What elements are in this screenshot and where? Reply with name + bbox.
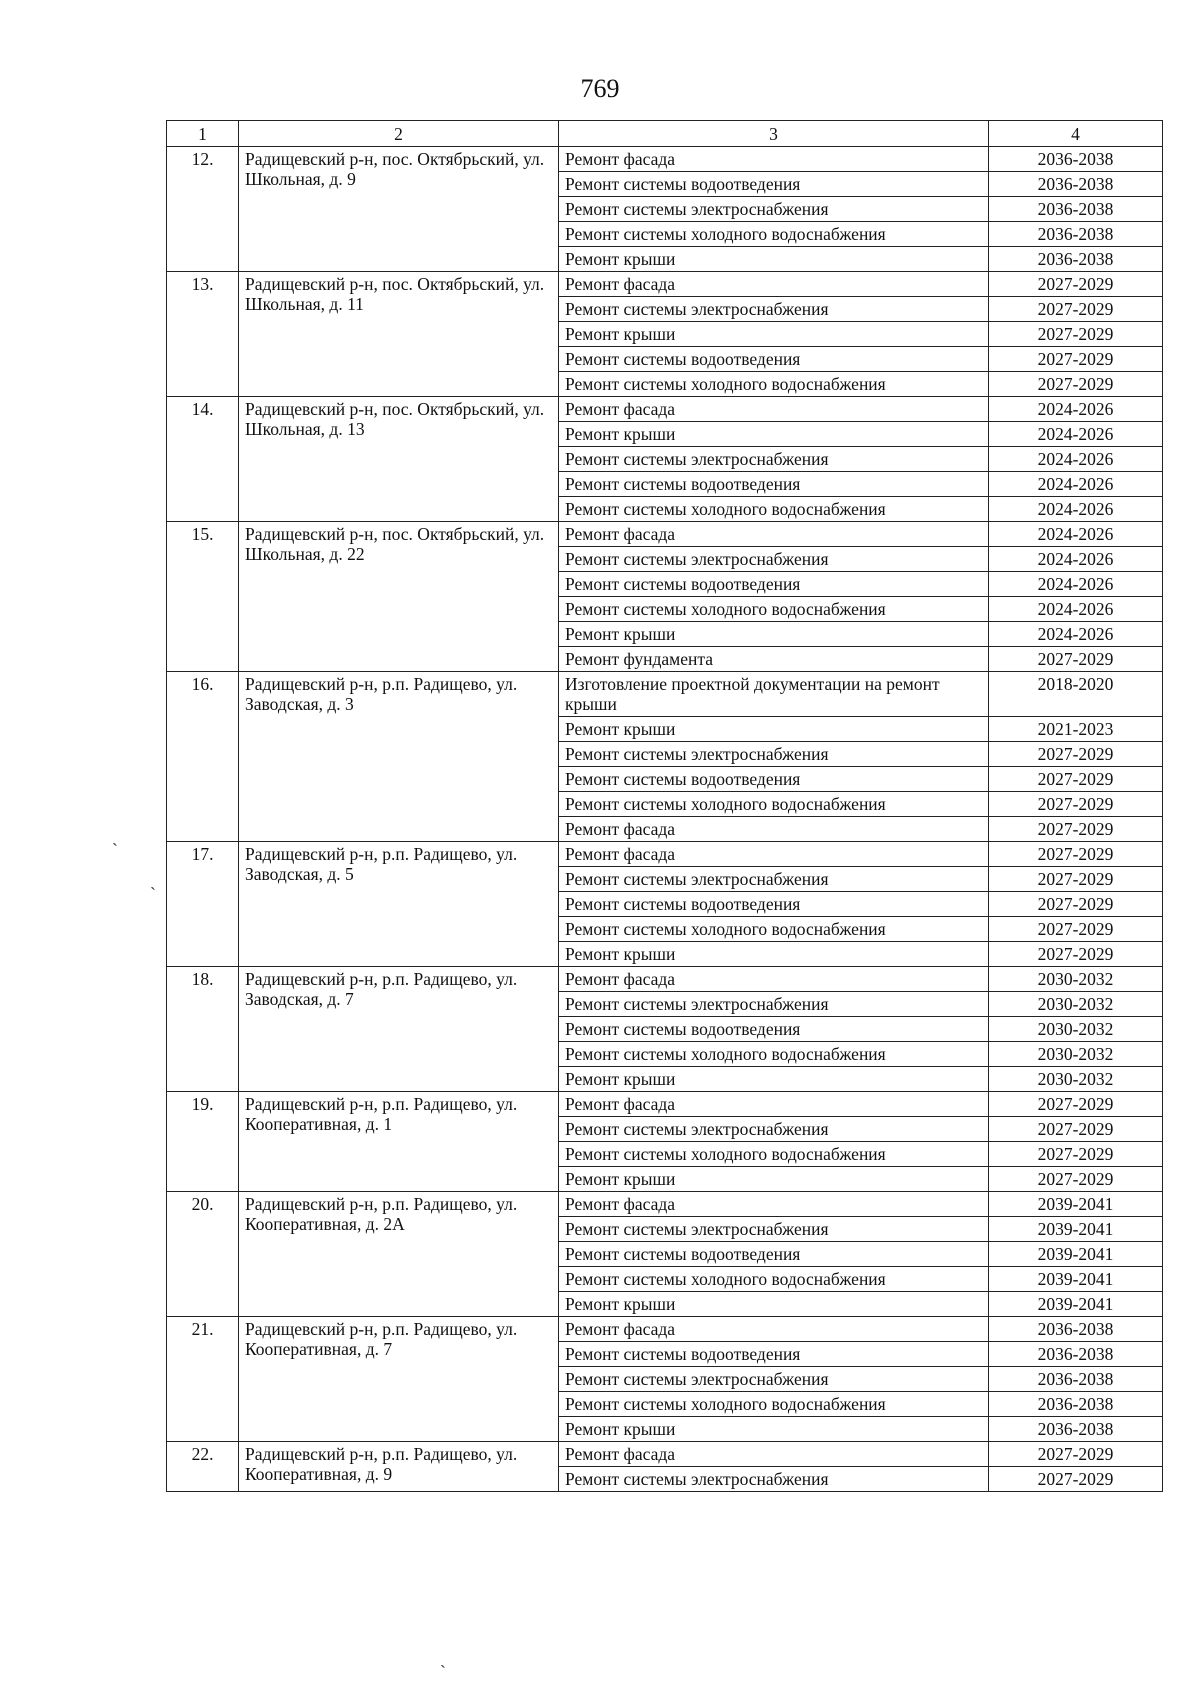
work-type: Ремонт крыши bbox=[559, 322, 989, 347]
table-header bbox=[167, 121, 1163, 147]
table-row bbox=[167, 672, 1163, 717]
work-years: 2036-2038 bbox=[989, 147, 1163, 172]
work-years: 2036-2038 bbox=[989, 197, 1163, 222]
work-years: 2024-2026 bbox=[989, 397, 1163, 422]
work-years: 2024-2026 bbox=[989, 597, 1163, 622]
table-row bbox=[167, 842, 1163, 867]
work-years: 2036-2038 bbox=[989, 172, 1163, 197]
work-years: 2036-2038 bbox=[989, 222, 1163, 247]
work-type: Ремонт фундамента bbox=[559, 647, 989, 672]
work-years: 2039-2041 bbox=[989, 1217, 1163, 1242]
work-type: Ремонт фасада bbox=[559, 522, 989, 547]
table-row bbox=[167, 397, 1163, 422]
work-type: Ремонт крыши bbox=[559, 717, 989, 742]
entry-address: Радищевский р-н, р.п. Радищево, ул. Заводская, д. 3 bbox=[239, 672, 559, 842]
entry-number: 15. bbox=[167, 522, 239, 672]
work-years: 2030-2032 bbox=[989, 992, 1163, 1017]
entry-address: Радищевский р-н, пос. Октябрьский, ул. Школьная, д. 13 bbox=[239, 397, 559, 522]
work-years: 2036-2038 bbox=[989, 247, 1163, 272]
work-years: 2027-2029 bbox=[989, 792, 1163, 817]
work-years: 2027-2029 bbox=[989, 347, 1163, 372]
work-type: Ремонт системы электроснабжения bbox=[559, 547, 989, 572]
work-years: 2027-2029 bbox=[989, 1467, 1163, 1492]
work-type: Изготовление проектной документации на ремонт крыши bbox=[559, 672, 989, 717]
work-type: Ремонт фасада bbox=[559, 272, 989, 297]
work-type: Ремонт системы электроснабжения bbox=[559, 1367, 989, 1392]
work-type: Ремонт системы холодного водоснабжения bbox=[559, 917, 989, 942]
work-years: 2027-2029 bbox=[989, 767, 1163, 792]
work-type: Ремонт крыши bbox=[559, 247, 989, 272]
entry-number: 22. bbox=[167, 1442, 239, 1492]
work-type: Ремонт системы водоотведения bbox=[559, 572, 989, 597]
work-type: Ремонт системы электроснабжения bbox=[559, 197, 989, 222]
work-type: Ремонт системы электроснабжения bbox=[559, 447, 989, 472]
table-body bbox=[167, 147, 1163, 1492]
column-header: 2 bbox=[239, 121, 559, 147]
column-header: 1 bbox=[167, 121, 239, 147]
work-years: 2036-2038 bbox=[989, 1367, 1163, 1392]
work-type: Ремонт системы водоотведения bbox=[559, 472, 989, 497]
work-years: 2036-2038 bbox=[989, 1392, 1163, 1417]
work-type: Ремонт фасада bbox=[559, 967, 989, 992]
work-years: 2024-2026 bbox=[989, 522, 1163, 547]
work-years: 2030-2032 bbox=[989, 967, 1163, 992]
work-type: Ремонт системы холодного водоснабжения bbox=[559, 222, 989, 247]
work-years: 2027-2029 bbox=[989, 1142, 1163, 1167]
work-type: Ремонт крыши bbox=[559, 1417, 989, 1442]
entry-number: 21. bbox=[167, 1317, 239, 1442]
column-header: 3 bbox=[559, 121, 989, 147]
work-years: 2027-2029 bbox=[989, 647, 1163, 672]
work-type: Ремонт системы водоотведения bbox=[559, 172, 989, 197]
work-years: 2024-2026 bbox=[989, 497, 1163, 522]
work-type: Ремонт крыши bbox=[559, 622, 989, 647]
work-type: Ремонт фасада bbox=[559, 397, 989, 422]
column-header: 4 bbox=[989, 121, 1163, 147]
work-years: 2036-2038 bbox=[989, 1417, 1163, 1442]
work-years: 2027-2029 bbox=[989, 1117, 1163, 1142]
work-type: Ремонт фасада bbox=[559, 1092, 989, 1117]
entry-number: 14. bbox=[167, 397, 239, 522]
work-type: Ремонт крыши bbox=[559, 1067, 989, 1092]
entry-number: 18. bbox=[167, 967, 239, 1092]
work-type: Ремонт системы электроснабжения bbox=[559, 1217, 989, 1242]
work-type: Ремонт фасада bbox=[559, 1317, 989, 1342]
work-years: 2027-2029 bbox=[989, 272, 1163, 297]
work-years: 2024-2026 bbox=[989, 447, 1163, 472]
work-years: 2027-2029 bbox=[989, 742, 1163, 767]
entry-address: Радищевский р-н, р.п. Радищево, ул. Кооперативная, д. 7 bbox=[239, 1317, 559, 1442]
work-type: Ремонт системы водоотведения bbox=[559, 1242, 989, 1267]
work-type: Ремонт фасада bbox=[559, 1442, 989, 1467]
work-years: 2027-2029 bbox=[989, 817, 1163, 842]
work-type: Ремонт системы электроснабжения bbox=[559, 1467, 989, 1492]
work-type: Ремонт системы холодного водоснабжения bbox=[559, 1392, 989, 1417]
work-type: Ремонт системы холодного водоснабжения bbox=[559, 597, 989, 622]
entry-address: Радищевский р-н, р.п. Радищево, ул. Кооперативная, д. 2А bbox=[239, 1192, 559, 1317]
work-years: 2027-2029 bbox=[989, 297, 1163, 322]
entry-address: Радищевский р-н, пос. Октябрьский, ул. Школьная, д. 9 bbox=[239, 147, 559, 272]
work-type: Ремонт крыши bbox=[559, 422, 989, 447]
work-years: 2027-2029 bbox=[989, 322, 1163, 347]
entry-address: Радищевский р-н, р.п. Радищево, ул. Заводская, д. 7 bbox=[239, 967, 559, 1092]
table-row bbox=[167, 1442, 1163, 1467]
entry-number: 17. bbox=[167, 842, 239, 967]
work-years: 2030-2032 bbox=[989, 1067, 1163, 1092]
table-row bbox=[167, 272, 1163, 297]
entry-number: 13. bbox=[167, 272, 239, 397]
work-type: Ремонт системы водоотведения bbox=[559, 767, 989, 792]
work-years: 2021-2023 bbox=[989, 717, 1163, 742]
table-row bbox=[167, 1092, 1163, 1117]
work-type: Ремонт системы холодного водоснабжения bbox=[559, 497, 989, 522]
scan-speck: ˎ bbox=[150, 870, 156, 890]
entry-number: 16. bbox=[167, 672, 239, 842]
work-years: 2027-2029 bbox=[989, 867, 1163, 892]
work-years: 2039-2041 bbox=[989, 1242, 1163, 1267]
header-row bbox=[167, 121, 1163, 147]
work-type: Ремонт фасада bbox=[559, 1192, 989, 1217]
work-type: Ремонт системы водоотведения bbox=[559, 1017, 989, 1042]
work-years: 2039-2041 bbox=[989, 1267, 1163, 1292]
work-type: Ремонт системы электроснабжения bbox=[559, 742, 989, 767]
work-type: Ремонт системы водоотведения bbox=[559, 892, 989, 917]
work-type: Ремонт фасада bbox=[559, 817, 989, 842]
scan-speck: ˎ bbox=[440, 1648, 446, 1668]
table-row bbox=[167, 522, 1163, 547]
entry-address: Радищевский р-н, пос. Октябрьский, ул. Школьная, д. 22 bbox=[239, 522, 559, 672]
work-years: 2027-2029 bbox=[989, 917, 1163, 942]
work-type: Ремонт крыши bbox=[559, 942, 989, 967]
work-years: 2036-2038 bbox=[989, 1317, 1163, 1342]
work-type: Ремонт системы электроснабжения bbox=[559, 1117, 989, 1142]
work-type: Ремонт системы холодного водоснабжения bbox=[559, 1142, 989, 1167]
entry-number: 12. bbox=[167, 147, 239, 272]
work-years: 2024-2026 bbox=[989, 472, 1163, 497]
work-type: Ремонт системы водоотведения bbox=[559, 1342, 989, 1367]
work-years: 2030-2032 bbox=[989, 1042, 1163, 1067]
entry-address: Радищевский р-н, р.п. Радищево, ул. Кооперативная, д. 1 bbox=[239, 1092, 559, 1192]
table-row bbox=[167, 967, 1163, 992]
work-years: 2027-2029 bbox=[989, 372, 1163, 397]
repair-schedule-table bbox=[166, 120, 1163, 1492]
work-type: Ремонт системы электроснабжения bbox=[559, 867, 989, 892]
entry-number: 20. bbox=[167, 1192, 239, 1317]
work-years: 2030-2032 bbox=[989, 1017, 1163, 1042]
table-row bbox=[167, 147, 1163, 172]
work-years: 2039-2041 bbox=[989, 1192, 1163, 1217]
work-years: 2027-2029 bbox=[989, 842, 1163, 867]
page-number: 769 bbox=[580, 74, 620, 103]
work-years: 2024-2026 bbox=[989, 547, 1163, 572]
entry-address: Радищевский р-н, пос. Октябрьский, ул. Школьная, д. 11 bbox=[239, 272, 559, 397]
entry-address: Радищевский р-н, р.п. Радищево, ул. Кооперативная, д. 9 bbox=[239, 1442, 559, 1492]
table-row bbox=[167, 1317, 1163, 1342]
work-years: 2027-2029 bbox=[989, 1442, 1163, 1467]
work-years: 2027-2029 bbox=[989, 892, 1163, 917]
work-type: Ремонт системы холодного водоснабжения bbox=[559, 372, 989, 397]
work-type: Ремонт системы холодного водоснабжения bbox=[559, 1042, 989, 1067]
work-type: Ремонт системы электроснабжения bbox=[559, 297, 989, 322]
work-years: 2024-2026 bbox=[989, 572, 1163, 597]
work-years: 2027-2029 bbox=[989, 1167, 1163, 1192]
work-years: 2024-2026 bbox=[989, 422, 1163, 447]
work-years: 2027-2029 bbox=[989, 942, 1163, 967]
work-type: Ремонт системы холодного водоснабжения bbox=[559, 1267, 989, 1292]
work-type: Ремонт системы электроснабжения bbox=[559, 992, 989, 1017]
table-row bbox=[167, 1192, 1163, 1217]
work-type: Ремонт фасада bbox=[559, 842, 989, 867]
scan-speck: ˎ bbox=[112, 826, 118, 846]
entry-address: Радищевский р-н, р.п. Радищево, ул. Заводская, д. 5 bbox=[239, 842, 559, 967]
work-type: Ремонт фасада bbox=[559, 147, 989, 172]
work-type: Ремонт крыши bbox=[559, 1167, 989, 1192]
work-type: Ремонт системы холодного водоснабжения bbox=[559, 792, 989, 817]
entry-number: 19. bbox=[167, 1092, 239, 1192]
work-years: 2027-2029 bbox=[989, 1092, 1163, 1117]
work-years: 2018-2020 bbox=[989, 672, 1163, 717]
work-years: 2039-2041 bbox=[989, 1292, 1163, 1317]
work-years: 2036-2038 bbox=[989, 1342, 1163, 1367]
work-years: 2024-2026 bbox=[989, 622, 1163, 647]
work-type: Ремонт крыши bbox=[559, 1292, 989, 1317]
work-type: Ремонт системы водоотведения bbox=[559, 347, 989, 372]
